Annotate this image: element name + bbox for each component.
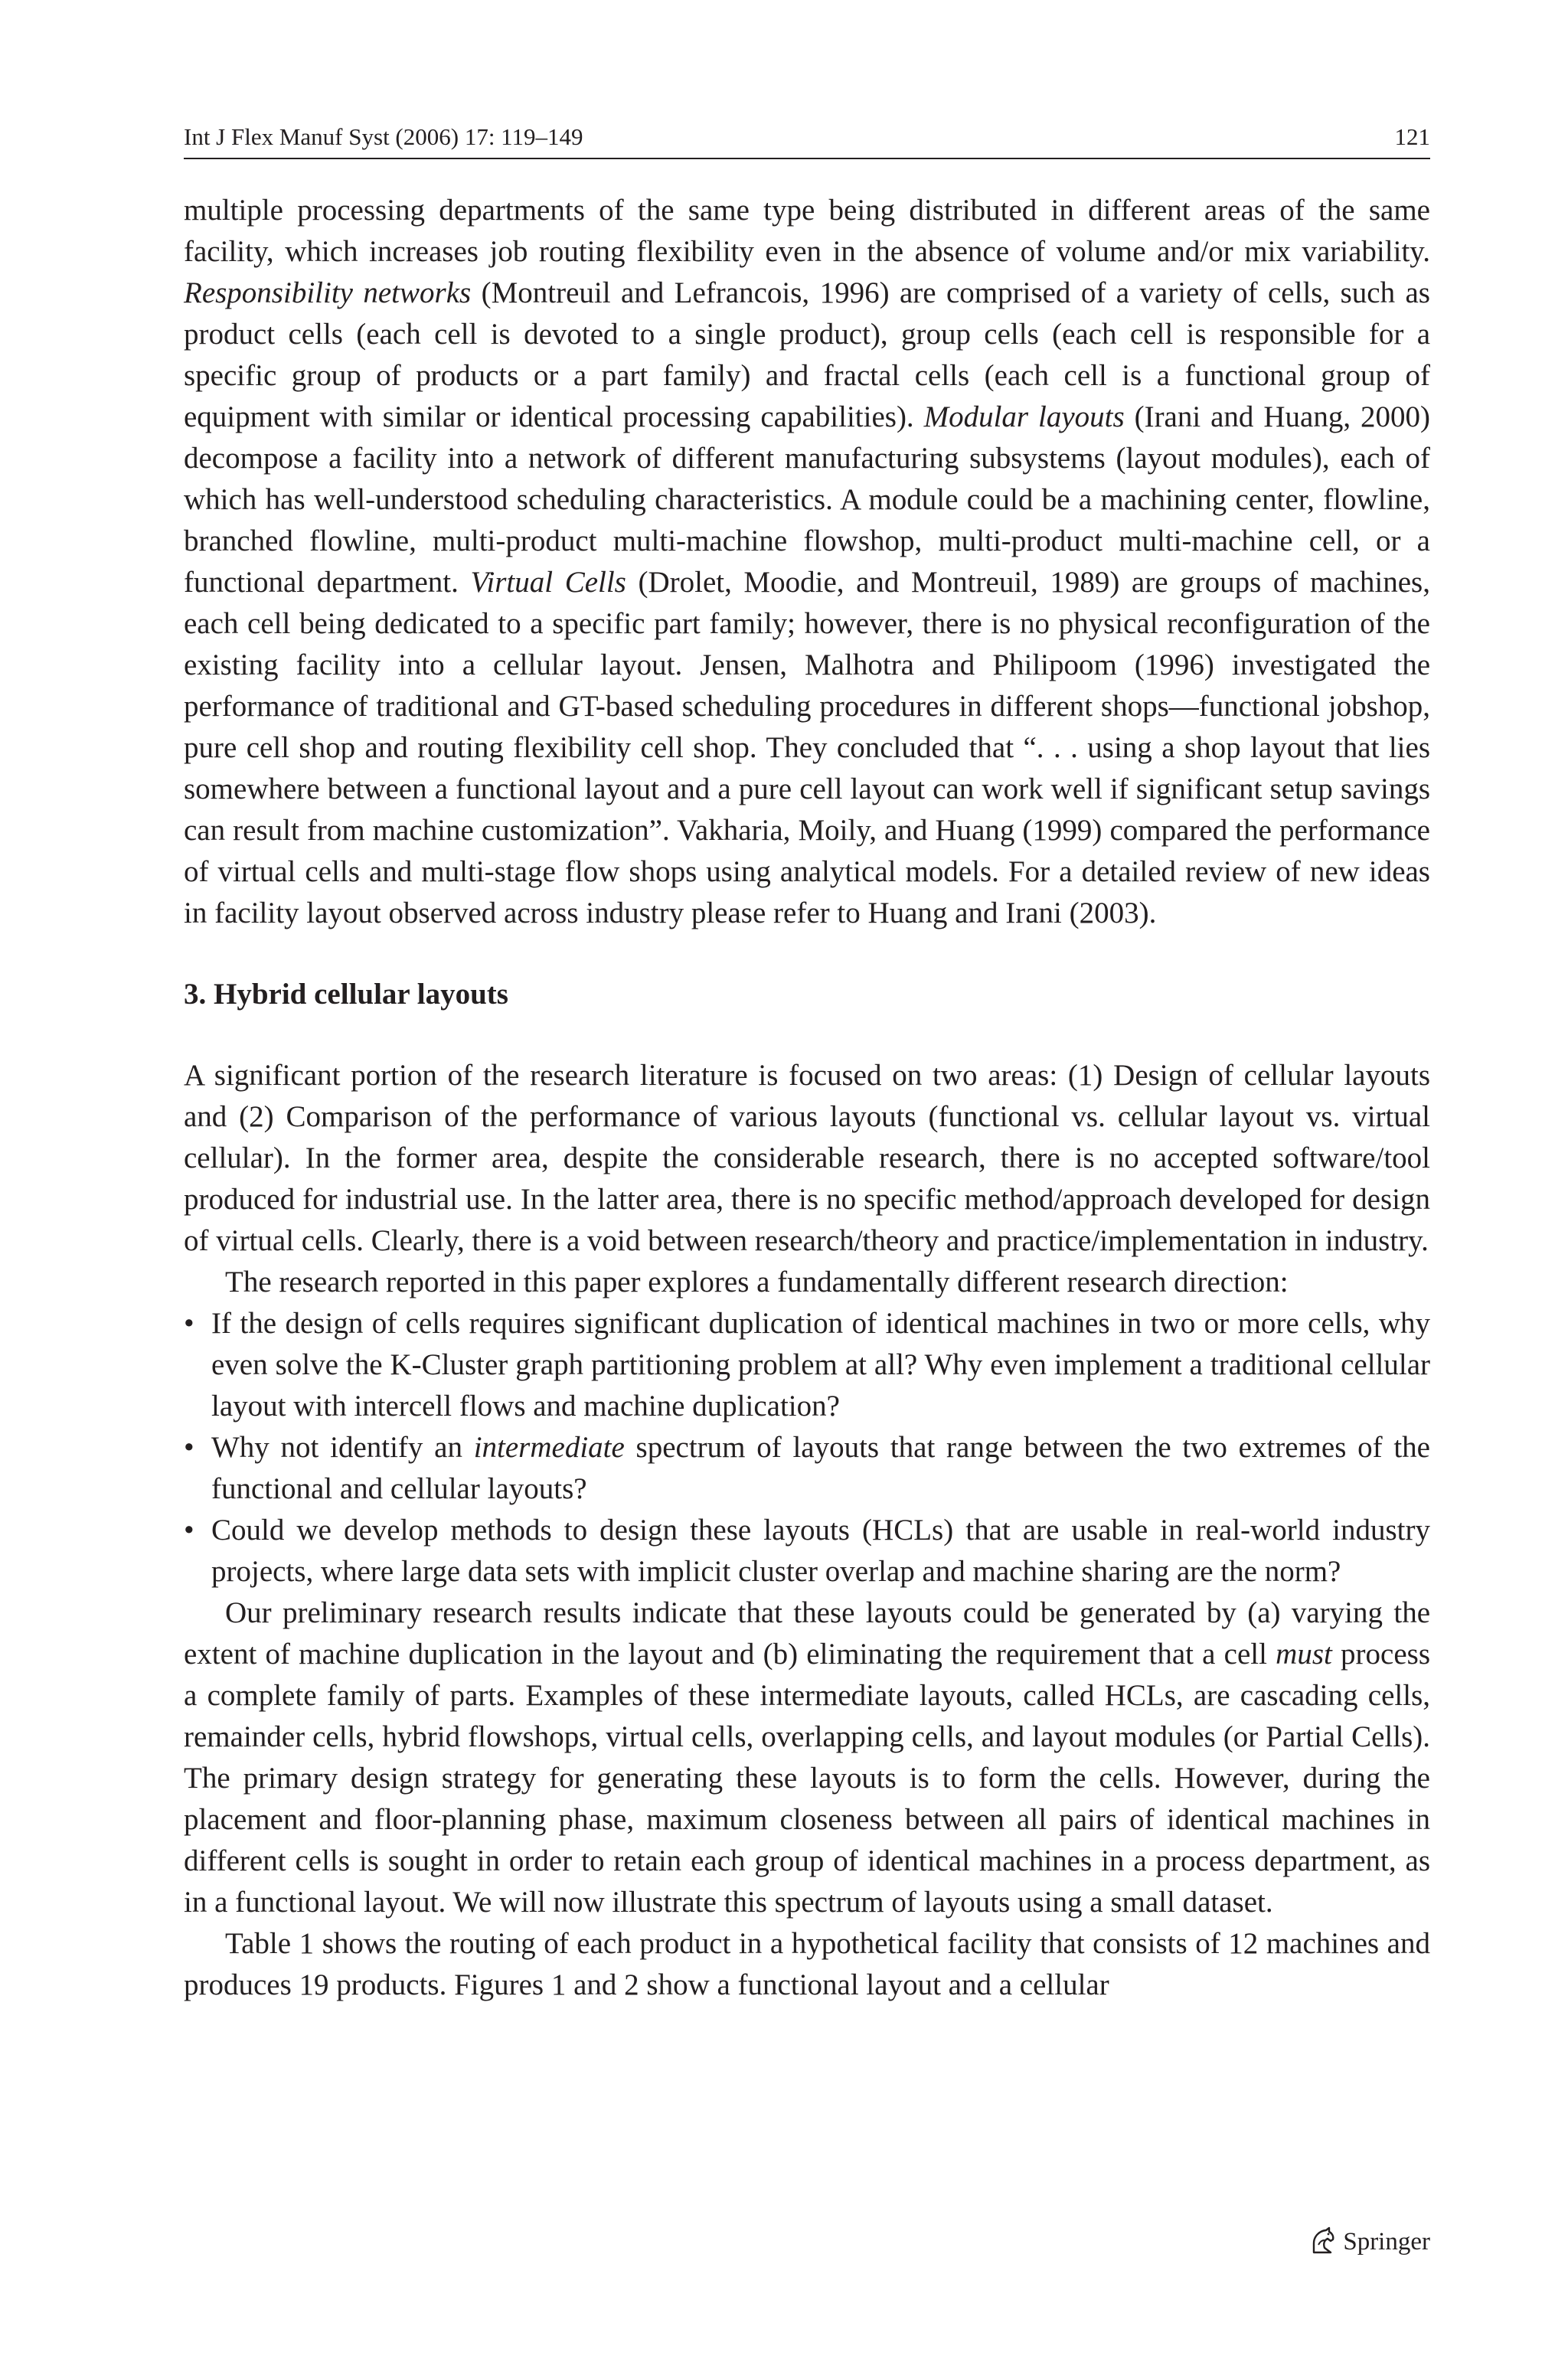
- list-item: [184, 1510, 1430, 1592]
- term-responsibility-networks: Responsibility networks: [184, 276, 472, 309]
- list-item-text: If the design of cells requires significant duplication of identical machines in two or more cells, why even solve the K-Cluster graph partitioning problem at all? Why even implement a traditional cellular layout with intercell flows and machine duplication?: [211, 1307, 1430, 1423]
- list-item-text: Why not identify an: [211, 1431, 474, 1464]
- text-run: process a complete family of parts. Examples of these intermediate layouts, called HCLs, are cascading cells, remainder cells, hybrid flowshops, virtual cells, overlapping cells, and layout modules (or Partial Cells). The primary design strategy for generating these layouts is to form the cells. However, during the placement and floor-planning phase, maximum closeness between all pairs of identical machines in different cells is sought in order to retain each group of identical machines in a process department, as in a functional layout. We will now illustrate this spectrum of layouts using a small dataset.: [184, 1638, 1431, 1919]
- text-run: (Montreuil and Lefrancois, 1996) are comprised of a variety of cells, such as product cells (each cell is devoted to a single product), group cells (each cell is responsible for a specific group of products or a part family) and fractal cells (each cell is a functional group of equipment with similar or identical processing capabilities).: [184, 276, 1430, 433]
- paragraph-research-focus: A significant portion of the research literature is focused on two areas: (1) Design of cellular layouts and (2) Comparison of the performance of various layouts (functional vs. cellular layout vs. virtual cellular). In the former area, despite the considerable research, there is no accepted software/tool produced for industrial use. In the latter area, there is no specific method/approach developed for design of virtual cells. Clearly, there is a void between research/theory and practice/implementation in industry.: [184, 1059, 1430, 1257]
- paragraph-preliminary-results: [184, 1592, 1430, 1923]
- list-item-text: spectrum of layouts that range between the two extremes of the functional and cellular layouts?: [211, 1431, 1430, 1505]
- springer-logo: [1308, 2226, 1430, 2257]
- springer-horse-icon: [1308, 2226, 1338, 2257]
- emphasis-must: must: [1276, 1638, 1332, 1671]
- bullet-icon: •: [184, 1431, 194, 1464]
- term-virtual-cells: Virtual Cells: [470, 566, 626, 599]
- text-run: (Irani and Huang, 2000) decompose a facility into a network of different manufacturing subsystems (layout modules), each of which has well-understood scheduling characteristics. A module could be a machining center, flowline, branched flowline, multi-product multi-machine flowshop, multi-product multi-machine cell, or a functional department.: [184, 400, 1430, 599]
- list-item: [184, 1427, 1430, 1510]
- journal-citation: Int J Flex Manuf Syst (2006) 17: 119–149: [184, 123, 583, 150]
- paragraph-layouts-review: [184, 190, 1430, 934]
- body-text: [184, 190, 1430, 2006]
- running-head: [184, 116, 1430, 159]
- research-questions-list: [184, 1303, 1430, 1592]
- page-number: 121: [1394, 123, 1430, 150]
- emphasis-intermediate: intermediate: [473, 1431, 625, 1464]
- list-item-text: Could we develop methods to design these layouts (HCLs) that are usable in real-world industry projects, where large data sets with implicit cluster overlap and machine sharing are the norm?: [211, 1514, 1430, 1588]
- bullet-icon: •: [184, 1307, 194, 1340]
- paragraph-research-direction: The research reported in this paper explores a fundamentally different research direction:: [225, 1266, 1289, 1298]
- text-run: (Drolet, Moodie, and Montreuil, 1989) are groups of machines, each cell being dedicated to a specific part family; however, there is no physical reconfiguration of the existing facility into a cellular layout. Jensen, Malhotra and Philipoom (1996) investigated the performance of traditional and GT-based scheduling procedures in different shops—functional jobshop, pure cell shop and routing flexibility cell shop. They concluded that “. . . using a shop layout that lies somewhere between a functional layout and a pure cell layout can work well if significant setup savings can result from machine customization”. Vakharia, Moily, and Huang (1999) compared the performance of virtual cells and multi-stage flow shops using analytical models. For a detailed review of new ideas in facility layout observed across industry please refer to Huang and Irani (2003).: [184, 566, 1430, 929]
- bullet-icon: •: [184, 1514, 194, 1547]
- publisher-name: Springer: [1343, 2227, 1430, 2256]
- list-item: [184, 1303, 1430, 1427]
- paragraph-table-intro: Table 1 shows the routing of each product in a hypothetical facility that consists of 12 machines and produces 19 products. Figures 1 and 2 show a functional layout and a cellular: [184, 1927, 1430, 2001]
- text-run: Our preliminary research results indicate that these layouts could be generated by (a) varying the extent of machine duplication in the layout and (b) eliminating the requirement that a cell: [184, 1596, 1430, 1671]
- section-heading: 3. Hybrid cellular layouts: [184, 978, 508, 1011]
- term-modular-layouts: Modular layouts: [923, 400, 1125, 433]
- text-run: multiple processing departments of the same type being distributed in different areas of the same facility, which increases job routing flexibility even in the absence of volume and/or mix variability.: [184, 194, 1430, 268]
